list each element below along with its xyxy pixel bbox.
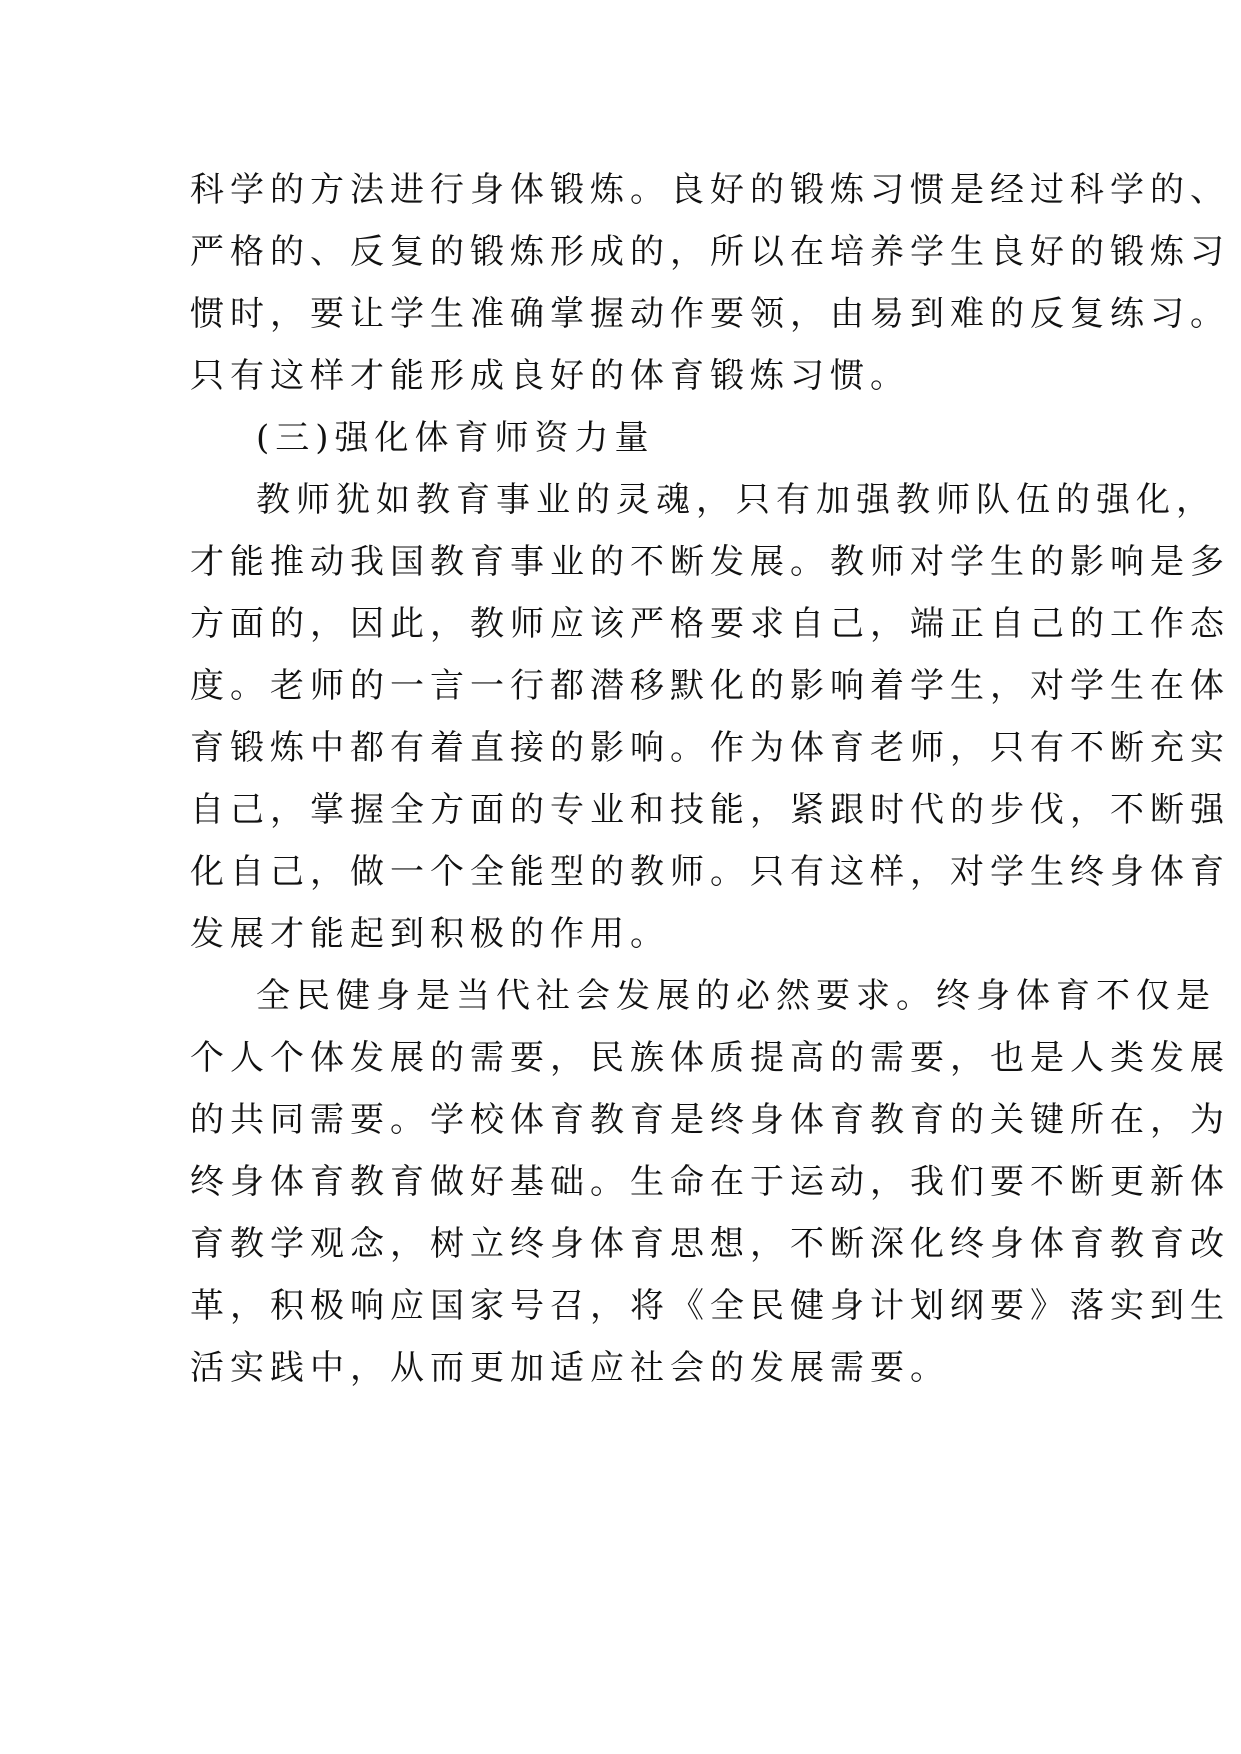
paragraph-3-line: 个人个体发展的需要，民族体质提高的需要，也是人类发展: [190, 1038, 1230, 1078]
paragraph-2: [190, 469, 1230, 965]
paragraph-3-line: 终身体育教育做好基础。生命在于运动，我们要不断更新体: [190, 1162, 1230, 1202]
paragraph-2-line: 度。老师的一言一行都潜移默化的影响着学生，对学生在体: [190, 666, 1230, 706]
paragraph-2-line: 自己，掌握全方面的专业和技能，紧跟时代的步伐，不断强: [190, 790, 1230, 830]
paragraph-2-line: 育锻炼中都有着直接的影响。作为体育老师，只有不断充实: [190, 728, 1230, 768]
paragraph-1-line: 惯时，要让学生准确掌握动作要领，由易到难的反复练习。: [190, 294, 1230, 334]
paragraph-3: [190, 965, 1230, 1399]
paragraph-1-line: 科学的方法进行身体锻炼。良好的锻炼习惯是经过科学的、: [190, 170, 1230, 210]
paragraph-3-line: 全民健身是当代社会发展的必然要求。终身体育不仅是: [256, 976, 1216, 1016]
paragraph-3-line: 革，积极响应国家号召，将《全民健身计划纲要》落实到生: [190, 1286, 1230, 1326]
paragraph-1-line: 严格的、反复的锻炼形成的，所以在培养学生良好的锻炼习: [190, 232, 1230, 272]
paragraph-1: [190, 159, 1230, 407]
paragraph-2-line: 教师犹如教育事业的灵魂，只有加强教师队伍的强化，: [256, 480, 1216, 520]
paragraph-3-line: 活实践中，从而更加适应社会的发展需要。: [190, 1348, 950, 1388]
paragraph-2-line: 方面的，因此，教师应该严格要求自己，端正自己的工作态: [190, 604, 1230, 644]
paragraph-2-line: 化自己，做一个全能型的教师。只有这样，对学生终身体育: [190, 852, 1230, 892]
paragraph-3-line: 的共同需要。学校体育教育是终身体育教育的关键所在，为: [190, 1100, 1230, 1140]
section-heading: (三)强化体育师资力量: [256, 418, 655, 458]
paragraph-1-line: 只有这样才能形成良好的体育锻炼习惯。: [190, 356, 910, 396]
document-body: [190, 159, 1230, 1399]
paragraph-3-line: 育教学观念，树立终身体育思想，不断深化终身体育教育改: [190, 1224, 1230, 1264]
paragraph-2-line: 才能推动我国教育事业的不断发展。教师对学生的影响是多: [190, 542, 1230, 582]
paragraph-2-line: 发展才能起到积极的作用。: [190, 914, 670, 954]
